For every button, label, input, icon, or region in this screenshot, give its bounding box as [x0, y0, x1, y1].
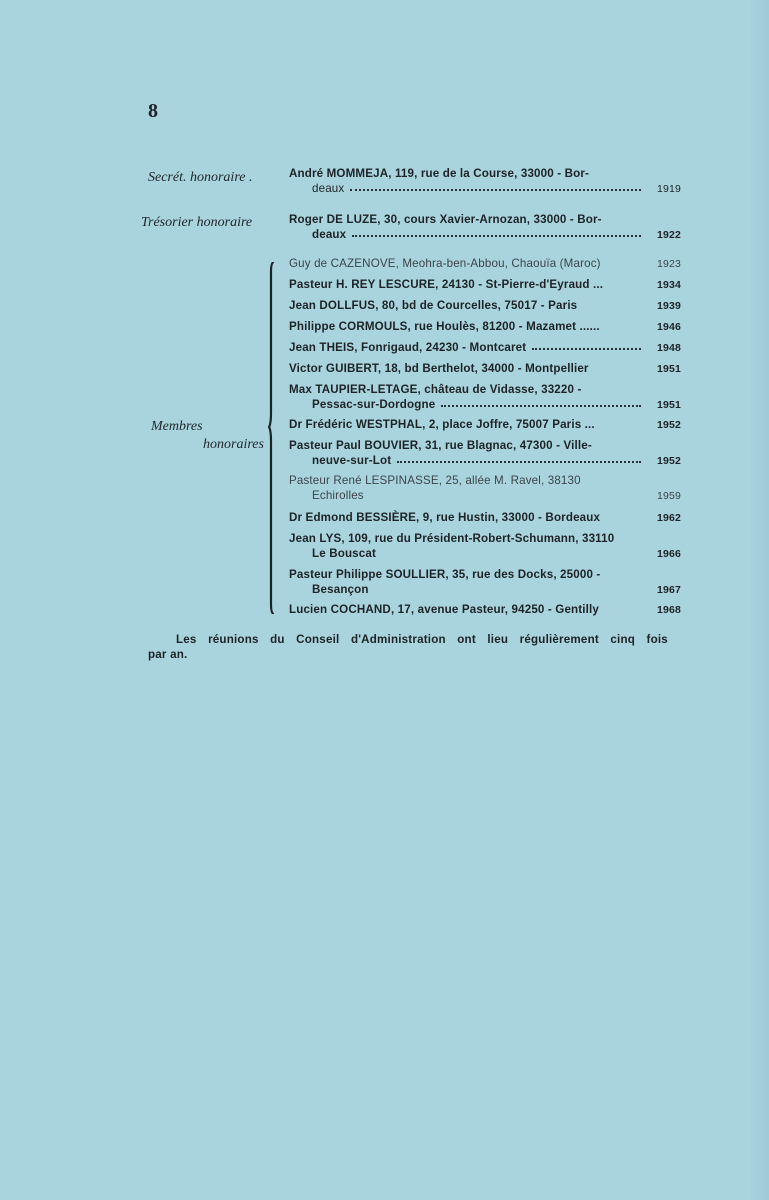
entry-year: 1919	[657, 183, 681, 195]
entry-bessiere	[289, 510, 681, 526]
entry-text: Lucien COCHAND, 17, avenue Pasteur, 94250 - Gentilly	[289, 603, 599, 616]
entry-year: 1946	[657, 321, 681, 333]
entry-year: 1951	[657, 363, 681, 375]
footer-word: cinq	[610, 633, 636, 646]
entry-text-cont: neuve-sur-Lot	[312, 454, 392, 467]
entry-text: Max TAUPIER-LETAGE, château de Vidasse, 33220 -	[289, 383, 582, 396]
leader-dots	[352, 235, 641, 237]
entry-text-cont: Echirolles	[312, 489, 364, 502]
label-membres: Membres	[151, 419, 203, 434]
footer-paragraph	[148, 632, 668, 662]
label-tresorier-honoraire: Trésorier honoraire	[141, 215, 253, 230]
footer-word: réunions	[208, 633, 259, 646]
entry-year: 1934	[657, 279, 681, 291]
entry-mommeja	[289, 166, 681, 197]
leader-dots	[350, 189, 641, 191]
entry-westphal	[289, 417, 681, 433]
entry-year: 1967	[657, 584, 681, 596]
entry-text-cont: Besançon	[312, 583, 369, 596]
entry-year: 1968	[657, 604, 681, 616]
entry-text: Guy de CAZENOVE, Meohra-ben-Abbou, Chaouïa (Maroc)	[289, 257, 601, 270]
entry-bouvier	[289, 438, 681, 469]
entry-text: Dr Edmond BESSIÈRE, 9, rue Hustin, 33000 - Bordeaux	[289, 511, 601, 524]
entry-taupier-letage	[289, 382, 681, 413]
entry-text: Pasteur Philippe SOULLIER, 35, rue des Docks, 25000 -	[289, 568, 601, 581]
entry-dollfus	[289, 298, 681, 314]
entry-de-luze	[289, 212, 681, 243]
footer-word: d'Administration	[350, 633, 446, 646]
footer-word: fois	[646, 633, 668, 646]
entry-text: Roger DE LUZE, 30, cours Xavier-Arnozan, 33000 - Bor-	[289, 213, 602, 226]
footer-word: Les	[176, 633, 197, 646]
entry-text: André MOMMEJA, 119, rue de la Course, 33000 - Bor-	[289, 167, 590, 180]
entry-guibert	[289, 361, 681, 377]
footer-word: ont	[457, 633, 476, 646]
entry-cochand	[289, 602, 681, 618]
entry-text-cont: deaux	[312, 228, 347, 241]
members-brace	[268, 262, 278, 614]
entry-year: 1922	[657, 229, 681, 241]
entry-year: 1939	[657, 300, 681, 312]
entry-text: Dr Frédéric WESTPHAL, 2, place Joffre, 75007 Paris ...	[289, 418, 595, 431]
label-honoraires: honoraires	[203, 437, 264, 452]
entry-text-cont: deaux	[312, 182, 345, 195]
label-secretaire-honoraire: Secrét. honoraire .	[148, 170, 253, 185]
entry-year: 1951	[657, 399, 681, 411]
leader-dots	[532, 348, 641, 350]
entry-text: Pasteur Paul BOUVIER, 31, rue Blagnac, 47300 - Ville-	[289, 439, 592, 452]
footer-word: lieu	[487, 633, 509, 646]
entry-rey-lescure	[289, 277, 681, 293]
entry-lys	[289, 531, 681, 562]
entry-lespinasse	[289, 473, 681, 504]
footer-word: régulièrement	[519, 633, 599, 646]
entry-cormouls	[289, 319, 681, 335]
entry-text: Philippe CORMOULS, rue Houlès, 81200 - Mazamet ......	[289, 320, 600, 333]
entry-text: Pasteur René LESPINASSE, 25, allée M. Ravel, 38130	[289, 474, 581, 487]
entry-text: Jean DOLLFUS, 80, bd de Courcelles, 75017 - Paris	[289, 299, 578, 312]
entry-text: Pasteur H. REY LESCURE, 24130 - St-Pierre-d'Eyraud ...	[289, 278, 604, 291]
entry-text: Victor GUIBERT, 18, bd Berthelot, 34000 - Montpellier	[289, 362, 589, 375]
entry-year: 1959	[657, 490, 681, 502]
footer-word: du	[270, 633, 285, 646]
footer-line-2: par an.	[148, 648, 188, 661]
footer-word: Conseil	[296, 633, 340, 646]
entry-year: 1952	[657, 455, 681, 467]
entry-year: 1948	[657, 342, 681, 354]
entry-year: 1962	[657, 512, 681, 524]
entry-year: 1923	[657, 258, 681, 270]
entry-text: Jean THEIS, Fonrigaud, 24230 - Montcaret	[289, 341, 527, 354]
leader-dots	[397, 461, 641, 463]
entry-cazenove	[289, 256, 681, 272]
entry-text-cont: Pessac-sur-Dordogne	[312, 398, 436, 411]
page-number: 8	[148, 100, 158, 122]
entry-text-cont: Le Bouscat	[312, 547, 376, 560]
page-edge	[751, 0, 769, 1200]
entry-year: 1966	[657, 548, 681, 560]
entry-year: 1952	[657, 419, 681, 431]
footer-line-1	[148, 632, 668, 647]
entry-text: Jean LYS, 109, rue du Président-Robert-Schumann, 33110	[289, 532, 615, 545]
entry-soullier	[289, 567, 681, 598]
leader-dots	[441, 405, 641, 407]
entry-theis	[289, 340, 681, 356]
